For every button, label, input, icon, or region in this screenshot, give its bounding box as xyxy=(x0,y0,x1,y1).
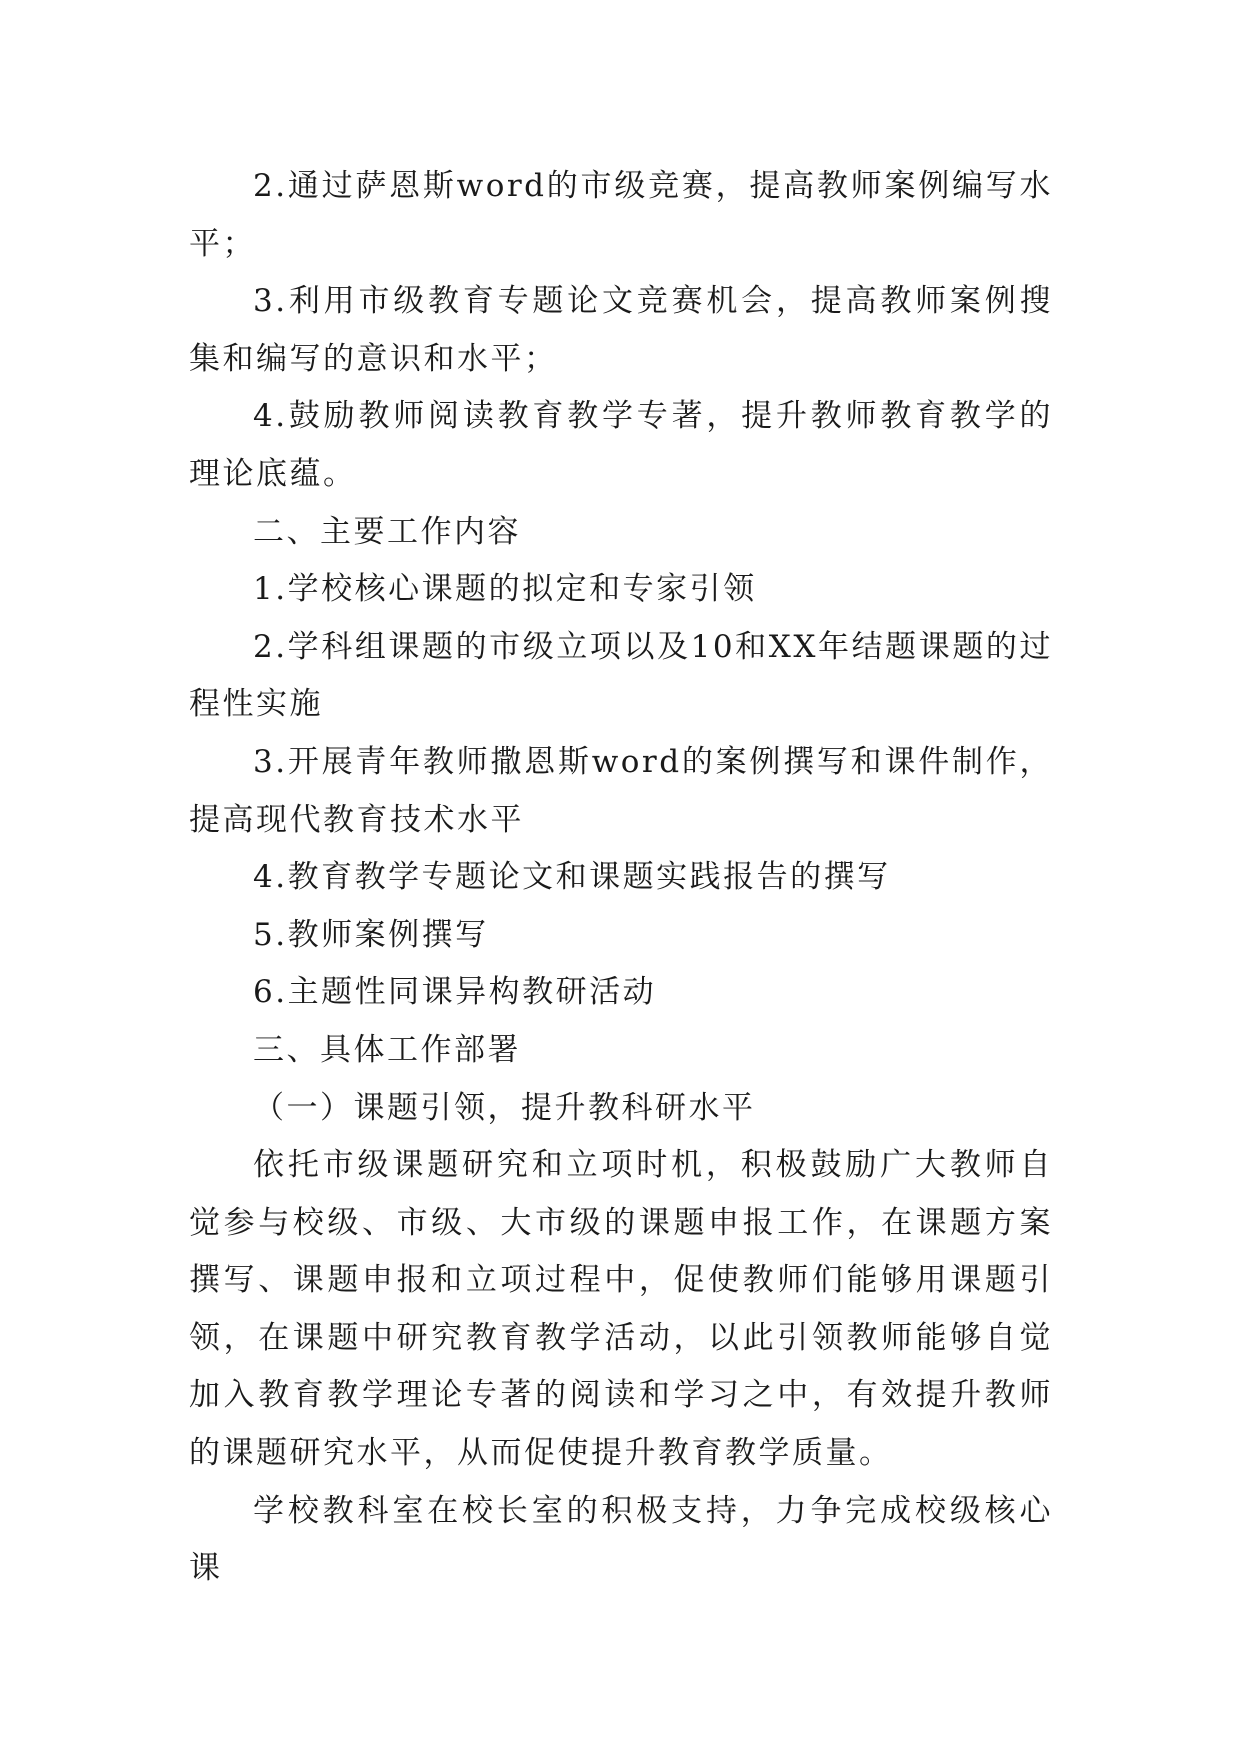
section-heading-deployment: 三、具体工作部署 xyxy=(253,1031,521,1068)
paragraph-item-2: 2.通过萨恩斯word的市级竞赛，提高教师案例编写水平； xyxy=(189,168,1053,262)
work-item-4: 4.教育教学专题论文和课题实践报告的撰写 xyxy=(253,859,891,896)
work-item-1: 1.学校核心课题的拟定和专家引领 xyxy=(253,571,757,608)
paragraph-item-3: 3.利用市级教育专题论文竞赛机会，提高教师案例搜集和编写的意识和水平； xyxy=(189,283,1053,377)
paragraph-item-4: 4.鼓励教师阅读教育教学专著，提升教师教育教学的理论底蕴。 xyxy=(189,398,1053,492)
work-item-6: 6.主题性同课异构教研活动 xyxy=(253,974,657,1011)
section-heading-main-work: 二、主要工作内容 xyxy=(253,513,521,550)
document-body xyxy=(189,158,1053,1598)
body-paragraph-office: 学校教科室在校长室的积极支持，力争完成校级核心课 xyxy=(189,1492,1053,1587)
work-item-5: 5.教师案例撰写 xyxy=(253,916,489,953)
work-item-3: 3.开展青年教师撒恩斯word的案例撰写和课件制作，提高现代教育技术水平 xyxy=(189,743,1053,838)
subsection-heading-1: （一）课题引领，提升教科研水平 xyxy=(253,1089,756,1126)
work-item-2: 2.学科组课题的市级立项以及10和XX年结题课题的过程性实施 xyxy=(189,628,1053,723)
body-paragraph-research: 依托市级课题研究和立项时机，积极鼓励广大教师自觉参与校级、市级、大市级的课题申报工作，在课题方案撰写、课题申报和立项过程中，促使教师们能够用课题引领，在课题中研究教育教学活动，以此引领教师能够自觉加入教育教学理论专著的阅读和学习之中，有效提升教师的课题研究水平，从而促使提升教育教学质量。 xyxy=(189,1147,1053,1472)
